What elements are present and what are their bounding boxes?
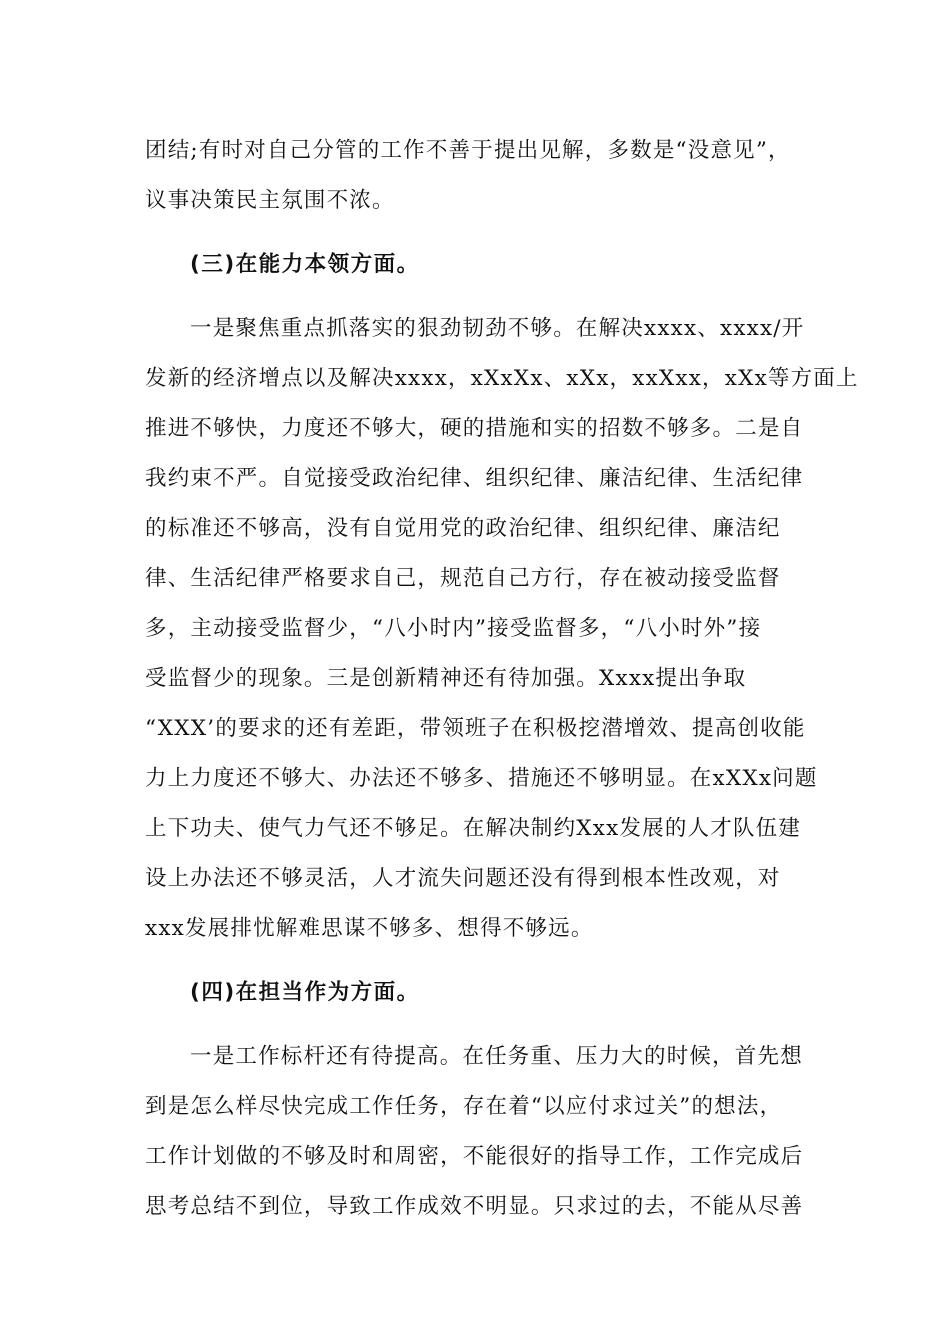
paragraph-line: 一是工作标杆还有待提高。在任务重、压力大的时候，首先想 <box>190 1044 803 1069</box>
paragraph-line: xxx发展排忧解难思谋不够多、想得不够远。 <box>145 916 594 941</box>
paragraph-line: 发新的经济增点以及解决xxxx，xXxXx、xXx，xxXxx，xXx等方面上 <box>145 366 859 391</box>
paragraph-line: 团结;有时对自己分管的工作不善于提出见解，多数是“没意见”， <box>145 138 791 163</box>
paragraph-line: 设上办法还不够灵活，人才流失问题还没有得到根本性改观，对 <box>145 866 781 891</box>
section-heading-3: (三)在能力本领方面。 <box>190 252 420 277</box>
section-heading-4: (四)在担当作为方面。 <box>190 980 420 1005</box>
paragraph-line: 议事决策民主氛围不浓。 <box>145 188 395 213</box>
paragraph-line: 的标准还不够高，没有自觉用党的政治纪律、组织纪律、廉洁纪 <box>145 516 781 541</box>
paragraph-line: 到是怎么样尽快完成工作任务，存在着“以应付求过关”的想法， <box>145 1094 783 1119</box>
paragraph-line: 推进不够快，力度还不够大，硬的措施和实的招数不够多。二是自 <box>145 416 804 441</box>
paragraph-line: 一是聚焦重点抓落实的狠劲韧劲不够。在解决xxxx、xxxx/开 <box>190 316 805 341</box>
paragraph-line: 我约束不严。自觉接受政治纪律、组织纪律、廉洁纪律、生活纪律 <box>145 466 804 491</box>
paragraph-line: 工作计划做的不够及时和周密，不能很好的指导工作，工作完成后 <box>145 1144 804 1169</box>
paragraph-line: “XXX’的要求的还有差距，带领班子在积极挖潜增效、提高创收能 <box>145 716 806 741</box>
paragraph-line: 律、生活纪律严格要求自己，规范自己方行，存在被动接受监督 <box>145 566 781 591</box>
paragraph-line: 受监督少的现象。三是创新精神还有待加强。Xxxx提出争取 <box>145 666 747 691</box>
paragraph-line: 上下功夫、使气力气还不够足。在解决制约Xxx发展的人才队伍建 <box>145 816 802 841</box>
paragraph-line: 多，主动接受监督少，“八小时内”接受监督多，“八小时外”接 <box>145 616 762 641</box>
paragraph-line: 思考总结不到位，导致工作成效不明显。只求过的去，不能从尽善 <box>145 1194 804 1219</box>
paragraph-line: 力上力度还不够大、办法还不够多、措施还不够明显。在xXXx问题 <box>145 766 818 791</box>
